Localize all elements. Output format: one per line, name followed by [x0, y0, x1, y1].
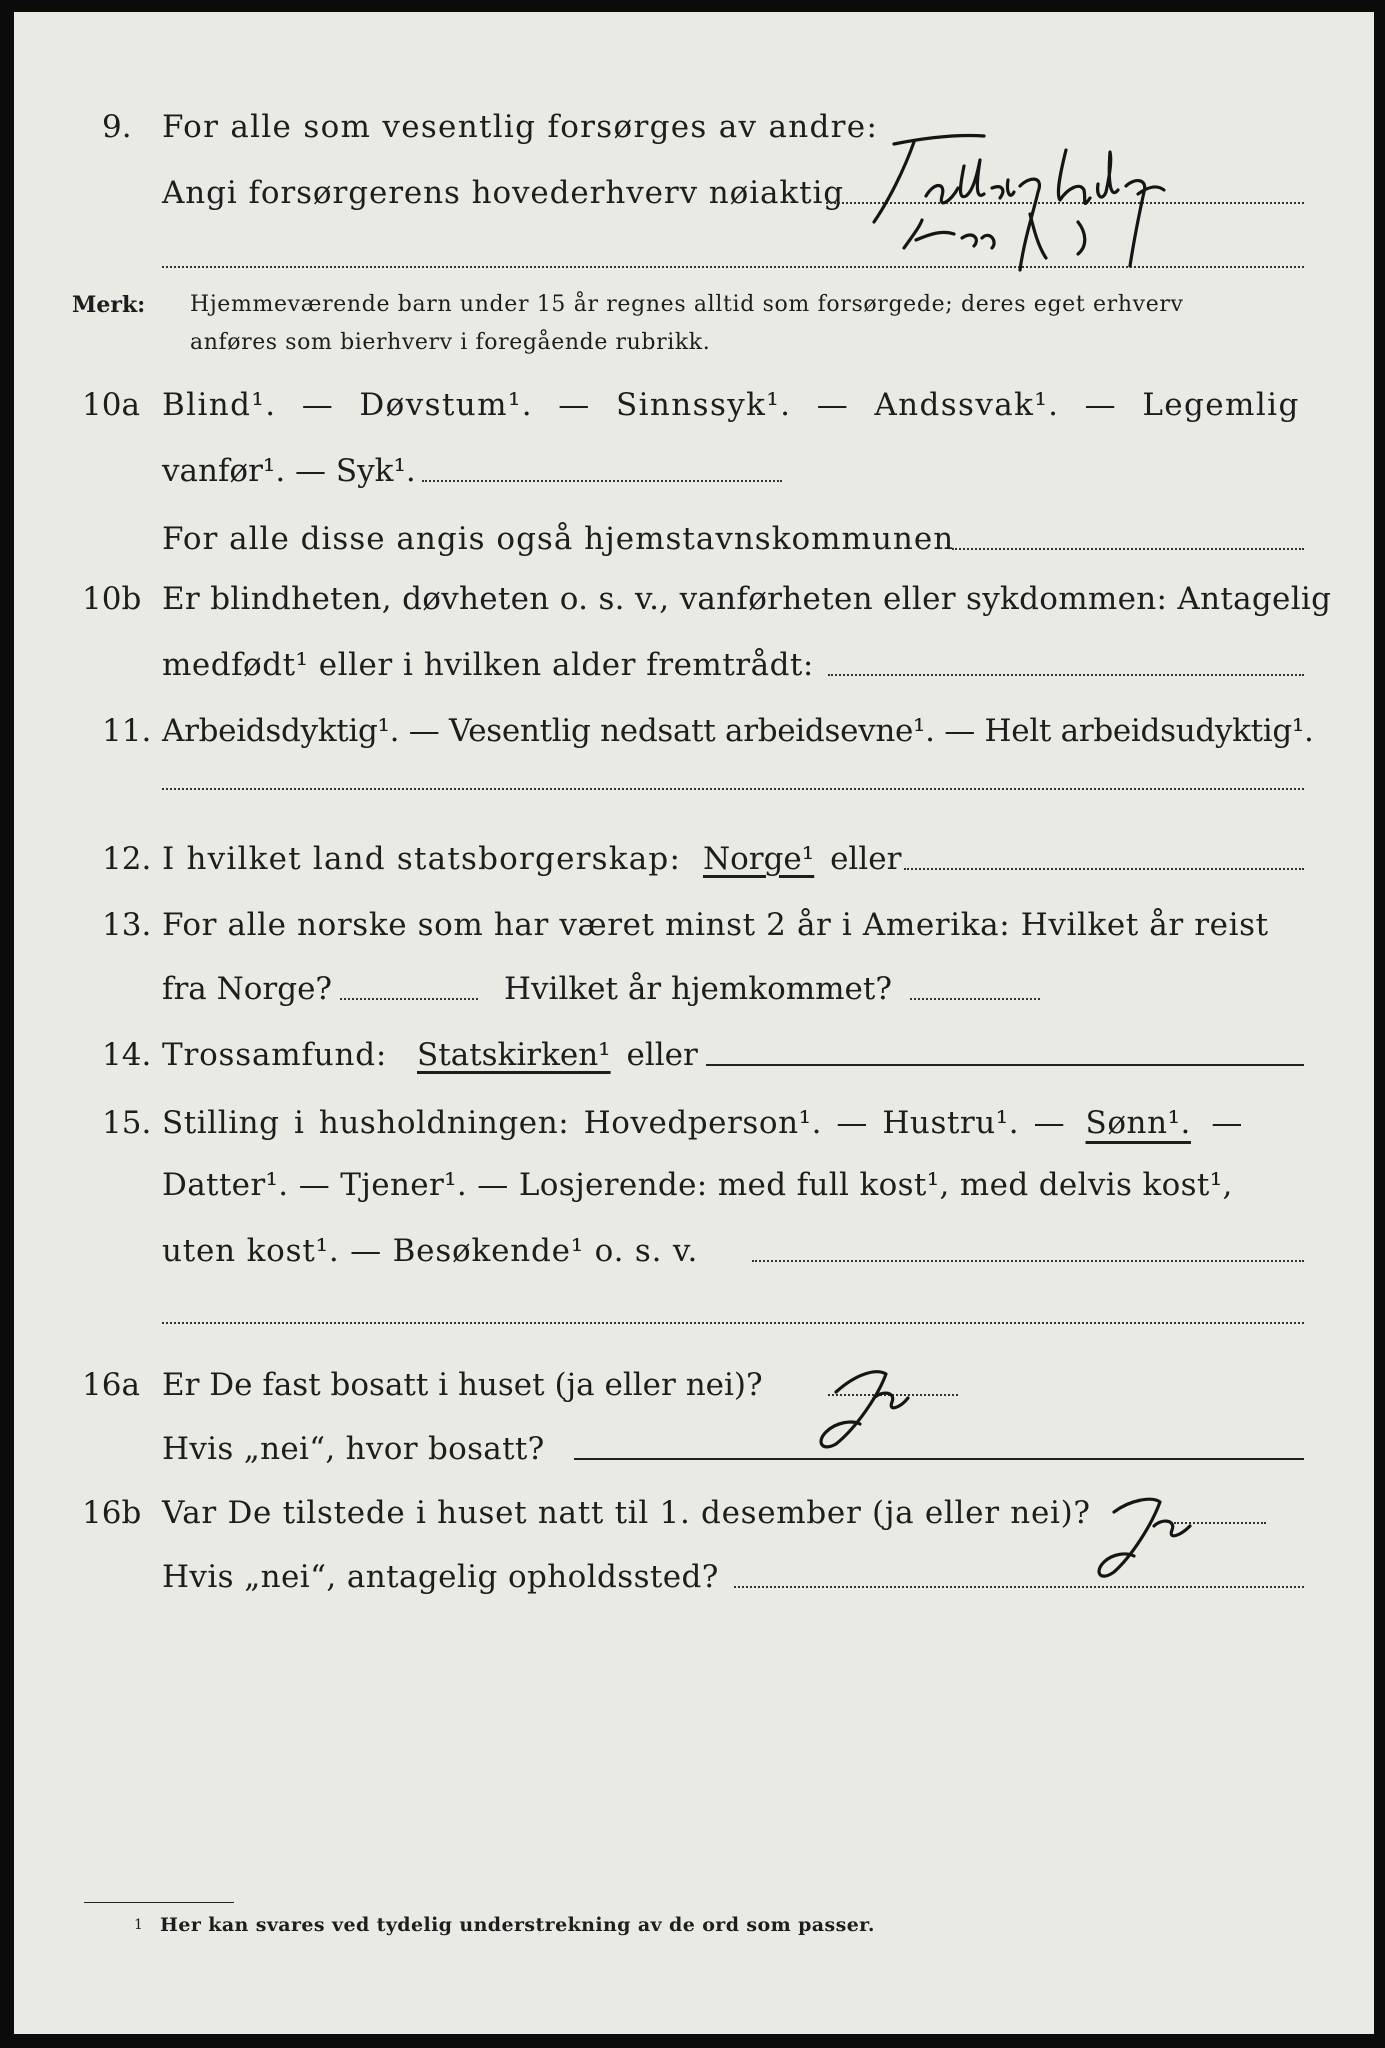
q16b-line1: Var De tilstede i huset natt til 1. desember (ja eller nei)?: [162, 1495, 1091, 1531]
q12-line: [162, 841, 902, 877]
q15-line2: Datter¹. — Tjener¹. — Losjerende: med full kost¹, med delvis kost¹,: [162, 1167, 1233, 1203]
q11-answer-line: [162, 788, 1304, 790]
q13-hjemkommet-line: [910, 998, 1040, 1000]
q15-line1: [162, 1105, 1243, 1141]
q14-answer-line: [706, 1064, 1304, 1066]
q12-question: I hvilket land statsborgerskap:: [162, 841, 682, 877]
q16a-handwritten-answer: [796, 1352, 936, 1462]
merk-label: Merk:: [72, 292, 146, 318]
q15-answer-line-2: [162, 1322, 1304, 1324]
q12-number: 12.: [102, 841, 152, 877]
q16b-line2: Hvis „nei“, antagelig opholdssted?: [162, 1559, 719, 1595]
q14-eller: eller: [626, 1037, 698, 1073]
merk-note-line1: Hjemmeværende barn under 15 år regnes alltid som forsørgede; deres eget erhverv: [190, 292, 1184, 317]
footnote-mark: 1: [134, 1917, 143, 1933]
q16b-opholdssted-line: [734, 1586, 1304, 1588]
q15-option-sonn: Sønn¹.: [1085, 1105, 1191, 1141]
q10b-line1: Er blindheten, døvheten o. s. v., vanførheten eller sykdommen: Antagelig: [162, 581, 1332, 617]
census-form-page: [14, 12, 1374, 2034]
q10a-line3: For alle disse angis også hjemstavnskommunen: [162, 521, 955, 557]
q9-handwritten-answer: [834, 130, 1254, 280]
q11-line1: Arbeidsdyktig¹. — Vesentlig nedsatt arbeidsevne¹. — Helt arbeidsudyktig¹.: [162, 713, 1314, 749]
q14-line: [162, 1037, 698, 1073]
q13-line1: For alle norske som har været minst 2 år i Amerika: Hvilket år reist: [162, 907, 1269, 943]
q9-question-line1: For alle som vesentlig forsørges av andre:: [162, 109, 879, 145]
q16a-bosatt-line: [574, 1458, 1304, 1460]
q16a-number: 16a: [82, 1367, 140, 1403]
q10b-number: 10b: [82, 581, 142, 617]
q12-eller: eller: [830, 841, 902, 877]
q16a-line2: Hvis „nei“, hvor bosatt?: [162, 1431, 545, 1467]
footnote-rule: [84, 1902, 234, 1903]
q11-number: 11.: [102, 713, 152, 749]
q10b-line2: medfødt¹ eller i hvilken alder fremtrådt:: [162, 647, 814, 683]
q13-number: 13.: [102, 907, 152, 943]
q15-dash: —: [1211, 1105, 1243, 1141]
q12-option-norge: Norge¹: [702, 841, 815, 877]
merk-note-line2: anføres som bierhverv i foregående rubrikk.: [190, 330, 711, 355]
q15-question: Stilling i husholdningen: Hovedperson¹. — Hustru¹. —: [162, 1105, 1066, 1141]
q13-line2a: fra Norge?: [162, 971, 333, 1007]
q13-line2b: Hvilket år hjemkommet?: [504, 971, 892, 1007]
q14-option-statskirken: Statskirken¹: [417, 1037, 611, 1073]
q10a-answer-line: [422, 480, 782, 482]
footnote-text: Her kan svares ved tydelig understrekning av de ord som passer.: [160, 1914, 875, 1936]
q16b-handwritten-answer: [1060, 1482, 1210, 1592]
q14-question: Trossamfund:: [162, 1037, 388, 1073]
q16b-number: 16b: [82, 1495, 142, 1531]
q10a-line1: Blind¹. — Døvstum¹. — Sinnssyk¹. — Andssvak¹. — Legemlig: [162, 387, 1300, 423]
q16a-line1: Er De fast bosatt i huset (ja eller nei)?: [162, 1367, 763, 1403]
q12-answer-line: [904, 868, 1304, 870]
q13-reist-line: [340, 998, 478, 1000]
q15-answer-line: [752, 1260, 1304, 1262]
q14-number: 14.: [102, 1037, 152, 1073]
q10a-hometown-line: [952, 548, 1304, 550]
q15-line3: uten kost¹. — Besøkende¹ o. s. v.: [162, 1233, 699, 1269]
q10a-number: 10a: [82, 387, 140, 423]
q10b-answer-line: [828, 674, 1304, 676]
q9-question-line2: Angi forsørgerens hovederhverv nøiaktig: [162, 175, 845, 211]
q9-number: 9.: [102, 109, 132, 145]
q10a-line2: vanfør¹. — Syk¹.: [162, 453, 416, 489]
q15-number: 15.: [102, 1105, 152, 1141]
